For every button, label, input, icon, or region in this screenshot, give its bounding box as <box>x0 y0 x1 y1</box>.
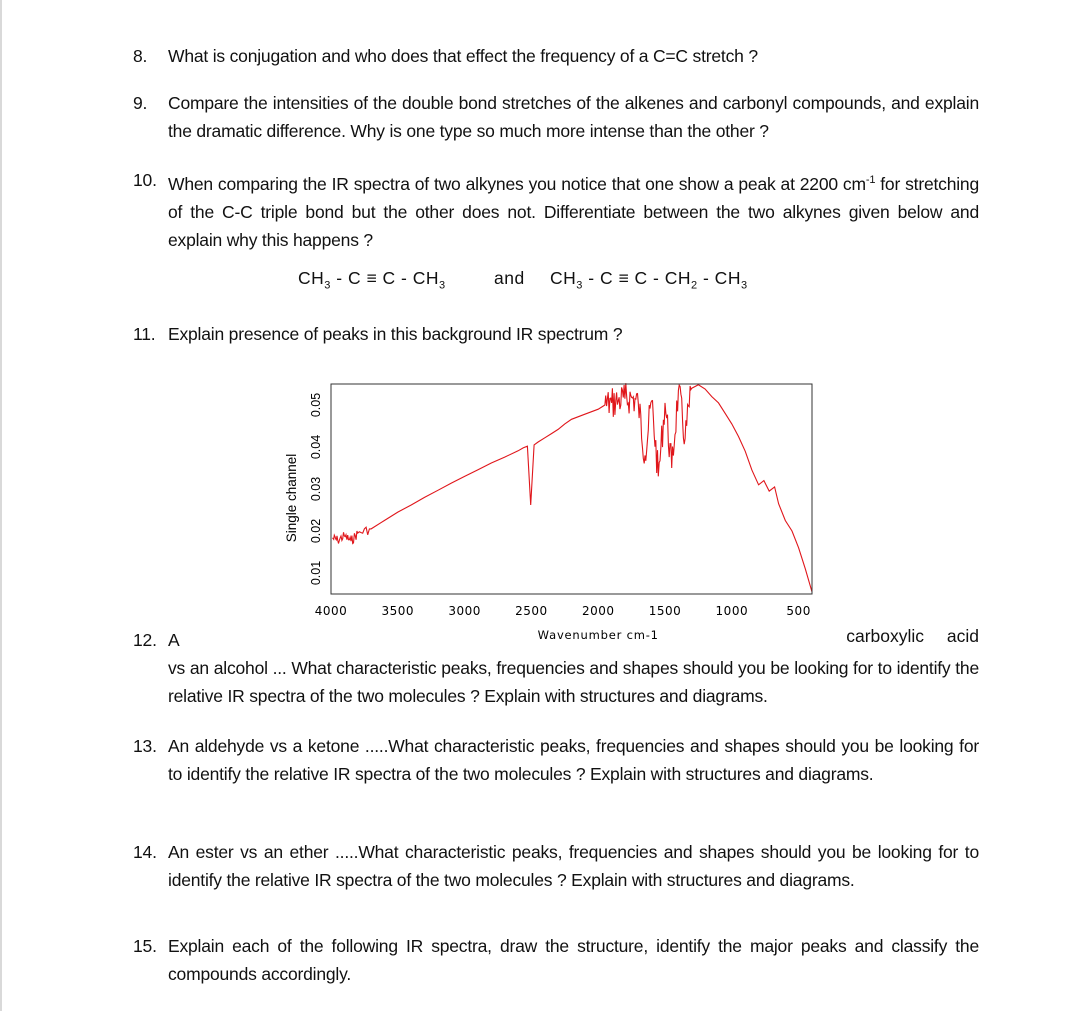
question-8 <box>133 42 979 70</box>
question-text: What is conjugation and who does that effect the frequency of a C=C stretch ? <box>168 46 758 66</box>
question-11 <box>133 320 979 348</box>
y-tick-label: 0.05 <box>309 392 323 418</box>
alkyne-formula-1: $CH_3 - C \equiv C - CH_3$ <box>298 268 446 292</box>
question-number: 14. <box>133 842 157 862</box>
formula-and: and <box>494 268 525 288</box>
question-text: Explain presence of peaks in this background IR spectrum ? <box>168 324 623 344</box>
question-15 <box>133 932 979 988</box>
spectrum-line <box>332 383 812 592</box>
question-number: 9. <box>133 93 148 113</box>
question-number: 13. <box>133 736 157 756</box>
x-tick-label: 1500 <box>648 604 682 618</box>
y-tick-label: 0.01 <box>309 560 323 586</box>
question-14 <box>133 838 979 894</box>
x-tick-label: 3500 <box>381 604 415 618</box>
x-tick-label: 4000 <box>314 604 348 618</box>
question-number: 8. <box>133 46 148 66</box>
question-number: 15. <box>133 936 157 956</box>
x-tick-label: 3000 <box>448 604 481 618</box>
x-tick-label: 2000 <box>581 604 615 618</box>
ir-spectrum-chart <box>276 358 836 648</box>
question-text: A vs an alcohol ... What characteristic peaks, frequencies and shapes should you be looking for to identify the relative IR spectra of the two molecules ? Explain with structures and diagrams. <box>168 630 979 706</box>
superscript: -1 <box>865 174 876 186</box>
alkyne-formula-2: $CH_3 - C \equiv C - CH_2 - CH_3$ <box>550 268 748 292</box>
question-text: An ester vs an ether .....What characteristic peaks, frequencies and shapes should you be looking for to identify the relative IR spectra of the two molecules ? Explain with structures and diagrams. <box>168 842 979 890</box>
x-tick-label: 500 <box>786 604 811 618</box>
question-9 <box>133 89 979 145</box>
plot-frame <box>331 384 812 594</box>
x-tick-label: 1000 <box>715 604 749 618</box>
question-10 <box>133 166 979 254</box>
y-tick-label: 0.03 <box>309 476 323 502</box>
x-axis-label: Wavenumber cm-1 <box>537 628 659 642</box>
y-tick-label: 0.04 <box>309 434 323 460</box>
question-number: 11. <box>133 324 156 344</box>
question-number: 12. <box>133 630 157 650</box>
question-13 <box>133 732 979 788</box>
y-tick-label: 0.02 <box>309 518 323 544</box>
question-text: Explain each of the following IR spectra, draw the structure, identify the major peaks and classify the compounds accordingly. <box>168 936 979 984</box>
y-axis-label: Single channel <box>284 453 299 543</box>
question-text: When comparing the IR spectra of two alkynes you notice that one show a peak at 2200 $cm^{-1}$ for stretching of the C-C triple bond but the other does not. Differentiate between the two alkynes given below and explain why this happens ? <box>168 173 979 250</box>
question-number: 10. <box>133 170 157 190</box>
question-lead: A <box>168 630 180 650</box>
page-edge <box>0 0 2 1011</box>
question-text: Compare the intensities of the double bond stretches of the alkenes and carbonyl compounds, and explain the dramatic difference. Why is one type so much more intense than the other ? <box>168 93 979 141</box>
x-tick-label: 2500 <box>515 604 548 618</box>
question-text: An aldehyde vs a ketone .....What characteristic peaks, frequencies and shapes should you be looking for to identify the relative IR spectra of the two molecules ? Explain with structures and diagrams. <box>168 736 979 784</box>
question-12-tail: carboxylic acid <box>846 626 979 646</box>
